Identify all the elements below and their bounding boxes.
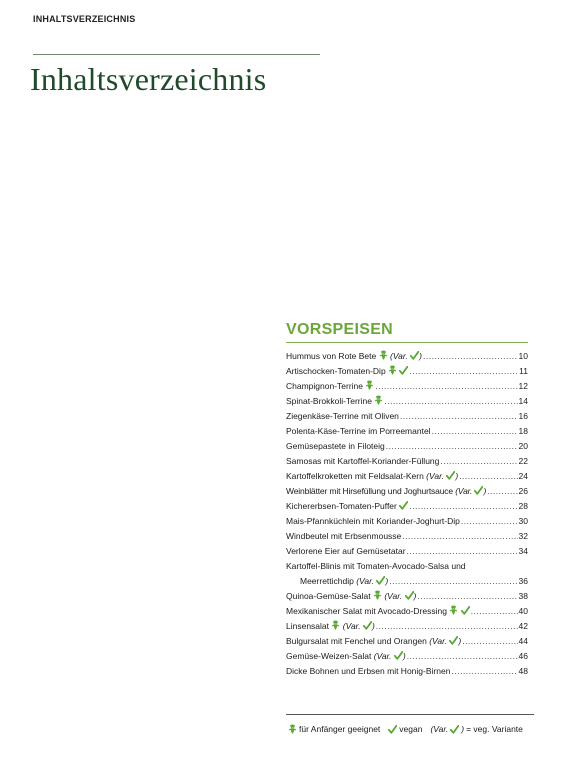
variant-label: (Var. (384, 591, 403, 601)
toc-dot-leader (400, 409, 518, 424)
variant-close: ) (371, 621, 375, 631)
chef-hat-icon (373, 590, 382, 600)
toc-entry[interactable] (286, 409, 528, 424)
toc-entry-title: Kartoffel-Blinis mit Tomaten-Avocado-Salsa und (286, 561, 466, 571)
chef-hat-icon (374, 395, 383, 405)
checkmark-icon (394, 651, 403, 660)
toc-entry-title: Gemüse-Weizen-Salat (Var. ) (286, 651, 406, 661)
variant-label: (Var. (342, 621, 361, 631)
variant-label: (Var. (426, 471, 444, 481)
section-title: VORSPEISEN (286, 321, 394, 338)
toc-dot-leader (451, 664, 517, 679)
toc-page-number: 28 (518, 501, 528, 511)
toc-entry-title: Gemüsepastete in Filoteig (286, 441, 385, 451)
toc-dot-leader (461, 514, 518, 529)
toc-page-number: 16 (518, 411, 528, 421)
variant-label: (Var. (373, 651, 392, 661)
chef-hat-icon (365, 380, 374, 390)
toc-dot-leader (487, 484, 517, 499)
toc-entry-title: Mexikanischer Salat mit Avocado-Dressing (286, 604, 470, 619)
toc-entry-title: Verlorene Eier auf Gemüsetatar (286, 546, 406, 556)
toc-entry-title: Linsensalat (Var. ) (286, 621, 375, 631)
toc-dot-leader (376, 619, 518, 634)
variant-close: ) (385, 576, 389, 586)
toc-entry[interactable] (286, 349, 528, 364)
toc-page-number: 48 (518, 666, 528, 676)
toc-list (286, 349, 528, 679)
toc-page-number: 38 (518, 591, 528, 601)
toc-page-number: 12 (518, 381, 528, 391)
toc-dot-leader (375, 379, 517, 394)
section-rule (286, 342, 528, 343)
toc-entry[interactable] (286, 394, 528, 409)
variant-label: (Var. (429, 636, 447, 646)
toc-entry[interactable] (286, 559, 528, 589)
toc-dot-leader (462, 634, 517, 649)
toc-entry-title-continued: Meerrettichdip (Var. ) (300, 576, 389, 586)
toc-entry[interactable] (286, 589, 528, 604)
legend-variant-close: ) (461, 724, 465, 734)
page-title: Inhaltsverzeichnis (30, 61, 267, 97)
chef-hat-icon (288, 724, 297, 734)
toc-page-number: 44 (518, 636, 528, 646)
variant-close: ) (413, 591, 417, 601)
checkmark-icon (399, 366, 408, 375)
toc-dot-leader (386, 439, 518, 454)
checkmark-icon (450, 725, 459, 734)
toc-entry[interactable] (286, 664, 528, 679)
legend-variant-label: = veg. Variante (466, 724, 523, 734)
chef-hat-icon (388, 365, 397, 375)
toc-page-number: 46 (518, 651, 528, 661)
variant-label: (Var. (455, 486, 473, 496)
toc-entry-title: Dicke Bohnen und Erbsen mit Honig-Birnen (286, 666, 451, 676)
toc-entry-title: Bulgursalat mit Fenchel und Orangen (Var. ) (286, 636, 462, 646)
toc-dot-leader (409, 364, 518, 379)
checkmark-icon (461, 606, 470, 615)
toc-page-number: 32 (518, 531, 528, 541)
toc-page-number: 36 (518, 576, 528, 586)
toc-entry-title: Artischocken-Tomaten-Dip (286, 364, 408, 379)
toc-entry-title: Windbeutel mit Erbsenmousse (286, 531, 402, 541)
legend-rule (286, 714, 534, 715)
toc-dot-leader (471, 604, 518, 619)
toc-entry[interactable] (286, 634, 528, 649)
toc-dot-leader (384, 394, 517, 409)
variant-label: (Var. (389, 351, 408, 361)
toc-dot-leader (407, 649, 518, 664)
title-rule (33, 54, 320, 55)
toc-dot-leader (407, 544, 518, 559)
chef-hat-icon (331, 620, 340, 630)
toc-page-number: 34 (518, 546, 528, 556)
toc-entry-title: Kartoffelkroketten mit Feldsalat-Kern (Var. ) (286, 471, 459, 481)
variant-close: ) (419, 351, 422, 361)
checkmark-icon (446, 471, 455, 480)
toc-page-number: 22 (518, 456, 528, 466)
toc-page-number: 24 (518, 471, 528, 481)
toc-entry[interactable] (286, 604, 528, 619)
toc-page-number: 14 (518, 396, 528, 406)
toc-page-number: 11 (519, 366, 528, 376)
toc-entry-title: Hummus von Rote Bete (Var. ) (286, 351, 422, 361)
toc-entry[interactable] (286, 469, 528, 484)
toc-entry-title: Samosas mit Kartoffel-Koriander-Füllung (286, 456, 440, 466)
checkmark-icon (410, 351, 419, 360)
toc-entry[interactable] (286, 484, 528, 499)
toc-page-number: 40 (518, 606, 528, 616)
toc-dot-leader (423, 349, 518, 364)
toc-entry[interactable] (286, 364, 528, 379)
toc-entry[interactable] (286, 439, 528, 454)
chef-hat-icon (449, 605, 458, 615)
toc-dot-leader (417, 589, 517, 604)
checkmark-icon (363, 621, 372, 630)
checkmark-icon (399, 501, 408, 510)
checkmark-icon (449, 636, 458, 645)
toc-entry-title: Champignon-Terrine (286, 379, 374, 394)
toc-entry[interactable] (286, 514, 528, 529)
toc-entry[interactable] (286, 424, 528, 439)
toc-entry[interactable] (286, 619, 528, 634)
legend-beginner-label: für Anfänger geeignet (299, 724, 381, 734)
toc-entry[interactable] (286, 649, 528, 664)
running-header: INHALTSVERZEICHNIS (33, 14, 136, 24)
variant-close: ) (483, 486, 487, 496)
toc-entry-title: Quinoa-Gemüse-Salat (Var. ) (286, 591, 417, 601)
toc-entry[interactable] (286, 454, 528, 469)
toc-page-number: 18 (518, 426, 528, 436)
variant-label: (Var. (356, 576, 375, 586)
toc-entry-title: Kichererbsen-Tomaten-Puffer (286, 499, 408, 514)
variant-close: ) (455, 471, 459, 481)
toc-entry[interactable] (286, 379, 528, 394)
toc-entry-title: Mais-Pfannküchlein mit Koriander-Joghurt-Dip (286, 516, 460, 526)
toc-entry-title: Spinat-Brokkoli-Terrine (286, 394, 383, 409)
toc-dot-leader (389, 574, 517, 589)
toc-entry-title: Polenta-Käse-Terrine im Porreemantel (286, 426, 431, 436)
toc-dot-leader (409, 499, 517, 514)
chef-hat-icon (379, 350, 388, 360)
variant-close: ) (402, 651, 406, 661)
toc-page-number: 30 (518, 516, 528, 526)
toc-page-number: 26 (518, 486, 528, 496)
toc-dot-leader (459, 469, 517, 484)
toc-entry[interactable] (286, 499, 528, 514)
legend-vegan-label: vegan (399, 724, 423, 734)
toc-page-number: 10 (518, 351, 528, 361)
toc-dot-leader (402, 529, 517, 544)
toc-entry-title: Ziegenkäse-Terrine mit Oliven (286, 411, 399, 421)
toc-entry[interactable] (286, 529, 528, 544)
legend-variant-open: (Var. (430, 724, 449, 734)
toc-entry[interactable] (286, 544, 528, 559)
checkmark-icon (405, 591, 414, 600)
toc-page-number: 20 (518, 441, 528, 451)
toc-page-number: 42 (518, 621, 528, 631)
toc-dot-leader (440, 454, 517, 469)
legend (288, 724, 523, 734)
toc-dot-leader (432, 424, 518, 439)
toc-entry-title: Weinblätter mit Hirsefüllung und Joghurtsauce (Var. ) (286, 486, 487, 496)
variant-close: ) (458, 636, 462, 646)
checkmark-icon (388, 725, 397, 734)
